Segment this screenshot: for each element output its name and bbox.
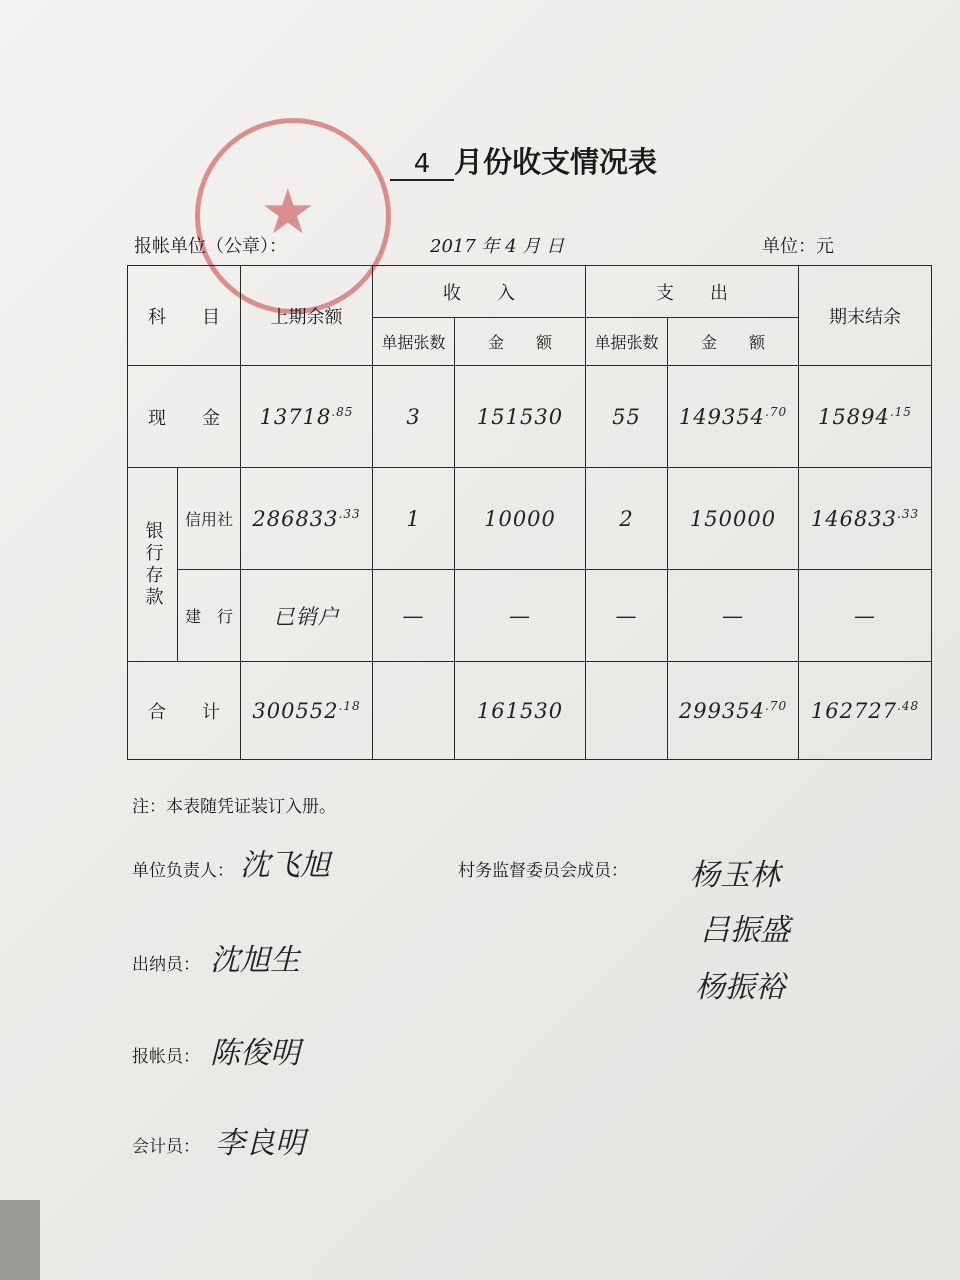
expense-amount-cell: $149354^{.70}$ [668,366,799,468]
form-title [390,140,657,181]
expense-count-cell: 2 [586,468,668,570]
header-income-amount: 金 额 [455,318,586,366]
income-count-cell: 3 [373,366,455,468]
committee-signature-2: 吕振盛 [700,913,790,948]
income-amount-cell: 10000 [455,468,586,570]
reporter-signature: 陈俊明 [210,1036,300,1071]
income-amount-cell: 161530 [455,662,586,760]
currency-unit: 单位：元 [762,236,834,257]
prev-balance-cell: $300552^{.18}$ [241,662,373,760]
end-balance-cell: — [799,570,932,662]
expense-count-cell [586,662,668,760]
committee-label: 村务监督委员会成员： [458,861,628,881]
row-label: 信用社 [178,468,241,570]
reporting-unit-label: 报帐单位（公章）： [134,236,287,257]
header-end-balance: 期末结余 [799,266,932,366]
cashier-label: 出纳员： [132,955,200,975]
accountant-label: 会计员： [132,1137,200,1157]
accountant-signature: 李良明 [215,1126,305,1161]
header-subject: 科 目 [128,266,241,366]
committee-signature-1: 杨玉林 [690,858,780,893]
expense-amount-cell: — [668,570,799,662]
prev-balance-cell: $13718^{.85}$ [241,366,373,468]
reporter-label: 报帐员： [132,1047,200,1067]
binding-note: 注：本表随凭证装订入册。 [132,797,336,817]
page-shadow [0,1200,40,1280]
bank-deposit-label: 银行存款 [128,468,178,662]
header-expense-amount: 金 额 [668,318,799,366]
row-label: 建 行 [178,570,241,662]
table-row-construction-bank [128,570,932,662]
end-balance-cell: $15894^{.15}$ [799,366,932,468]
header-prev-balance: 上期余额 [241,266,373,366]
income-count-cell: 1 [373,468,455,570]
title-text: 月份收支情况表 [454,145,658,179]
header-income: 收 入 [373,266,586,318]
unit-head-signature: 沈飞旭 [240,848,330,883]
report-date: 2017 年 4 月 日 [430,236,565,257]
income-amount-cell: 151530 [455,366,586,468]
income-amount-cell: — [455,570,586,662]
end-balance-cell: $162727^{.48}$ [799,662,932,760]
row-label: 现 金 [128,366,241,468]
table-row-credit-union [128,468,932,570]
income-count-cell [373,662,455,760]
end-balance-cell: $146833^{.33}$ [799,468,932,570]
income-expense-table [127,265,932,760]
table-row-total [128,662,932,760]
expense-amount-cell: 150000 [668,468,799,570]
prev-balance-cell: $286833^{.33}$ [241,468,373,570]
prev-balance-cell: 已销户 [241,570,373,662]
expense-count-cell: — [586,570,668,662]
committee-signature-3: 杨振裕 [695,970,785,1005]
income-count-cell: — [373,570,455,662]
header-income-count: 单据张数 [373,318,455,366]
cashier-signature: 沈旭生 [210,943,300,978]
table-row-cash [128,366,932,468]
header-expense: 支 出 [586,266,799,318]
expense-amount-cell: $299354^{.70}$ [668,662,799,760]
title-month: 4 [390,149,454,181]
unit-head-label: 单位负责人： [132,861,234,881]
header-expense-count: 单据张数 [586,318,668,366]
header-row-1 [128,266,932,318]
seal-star-icon: ★ [260,175,316,248]
row-label: 合 计 [128,662,241,760]
expense-count-cell: 55 [586,366,668,468]
